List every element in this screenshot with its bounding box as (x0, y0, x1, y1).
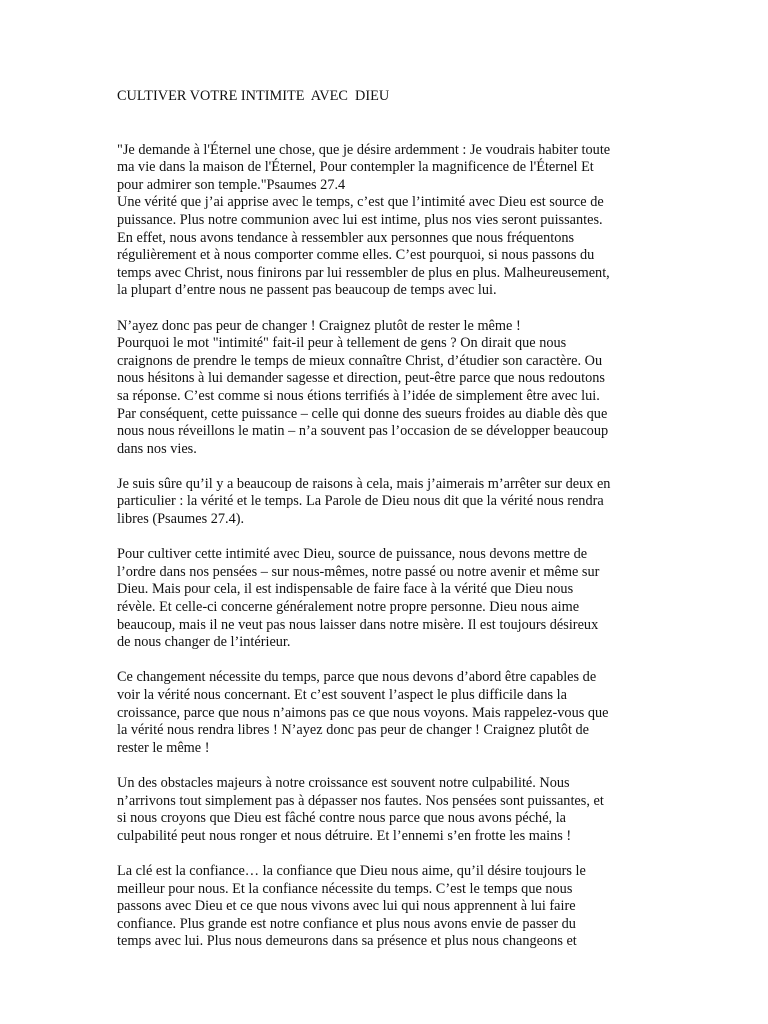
text-line: sa réponse. C’est comme si nous étions terrifiés à l’idée de simplement être avec lui. (117, 387, 600, 404)
text-line: Je suis sûre qu’il y a beaucoup de raisons à cela, mais j’aimerais m’arrêter sur deux en (117, 475, 611, 492)
text-line: Pour cultiver cette intimité avec Dieu, source de puissance, nous devons mettre de (117, 546, 588, 563)
text-line: de nous changer de l’intérieur. (117, 634, 291, 651)
text-line: croissance, parce que nous n’aimons pas ce que nous voyons. Mais rappelez-vous que (117, 704, 609, 721)
text-line: si nous croyons que Dieu est fâché contre nous parce que nous avons péché, la (117, 810, 567, 827)
paragraph-6 (117, 775, 655, 845)
text-line: Pourquoi le mot "intimité" fait-il peur à tellement de gens ? On dirait que nous (117, 335, 567, 352)
text-line: N’ayez donc pas peur de changer ! Craignez plutôt de rester le même ! (117, 317, 521, 334)
text-line: particulier : la vérité et le temps. La Parole de Dieu nous dit que la vérité nous rendra (117, 493, 604, 510)
text-line: pour admirer son temple."Psaumes 27.4 (117, 176, 346, 193)
paragraph-1 (117, 142, 655, 300)
text-line: dans nos vies. (117, 440, 197, 457)
paragraph-5 (117, 669, 655, 757)
text-line: craignons de prendre le temps de mieux connaître Christ, d’étudier son caractère. Ou (117, 352, 603, 369)
text-line: Une vérité que j’ai apprise avec le temps, c’est que l’intimité avec Dieu est source de (117, 194, 604, 211)
text-line: régulièrement et à nous comporter comme elles. C’est pourquoi, si nous passons du (117, 247, 595, 264)
text-line: ma vie dans la maison de l'Éternel, Pour contempler la magnificence de l'Éternel Et (117, 159, 594, 176)
text-line: la plupart d’entre nous ne passent pas beaucoup de temps avec lui. (117, 282, 497, 299)
text-line: puissance. Plus notre communion avec lui est intime, plus nos vies seront puissantes. (117, 211, 603, 228)
text-line: Dieu. Mais pour cela, il est indispensable de faire face à la vérité que Dieu nous (117, 581, 574, 598)
paragraph-7 (117, 863, 655, 951)
text-line: beaucoup, mais il ne veut pas nous laisser dans notre misère. Il est toujours désireux (117, 616, 599, 633)
text-line: révèle. Et celle-ci concerne généralement notre propre personne. Dieu nous aime (117, 599, 580, 616)
text-line: Ce changement nécessite du temps, parce que nous devons d’abord être capables de (117, 669, 597, 686)
text-line: rester le même ! (117, 739, 210, 756)
text-line: Par conséquent, cette puissance – celle qui donne des sueurs froides au diable dès que (117, 405, 608, 422)
text-line: temps avec lui. Plus nous demeurons dans sa présence et plus nous changeons et (117, 933, 577, 950)
text-line: nous hésitons à lui demander sagesse et direction, peut-être parce que nous redoutons (117, 370, 605, 387)
text-line: la vérité nous rendra libres ! N’ayez donc pas peur de changer ! Craignez plutôt de (117, 722, 589, 739)
text-line: "Je demande à l'Éternel une chose, que je désire ardemment : Je voudrais habiter toute (117, 141, 611, 158)
document-title: CULTIVER VOTRE INTIMITE AVEC DIEU (117, 88, 390, 104)
text-line: passons avec Dieu et ce que nous vivons avec lui qui nous apprennent à lui faire (117, 898, 576, 915)
text-line: La clé est la confiance… la confiance que Dieu nous aime, qu’il désire toujours le (117, 862, 586, 879)
text-line: confiance. Plus grande est notre confiance et plus nous avons envie de passer du (117, 915, 576, 932)
paragraph-3 (117, 476, 655, 529)
text-line: temps avec Christ, nous finirons par lui ressembler de plus en plus. Malheureusement, (117, 264, 610, 281)
text-line: culpabilité peut nous ronger et nous détruire. Et l’ennemi s’en frotte les mains ! (117, 827, 572, 844)
paragraph-4 (117, 546, 655, 652)
text-line: n’arrivons tout simplement pas à dépasser nos fautes. Nos pensées sont puissantes, et (117, 792, 604, 809)
document-body (117, 88, 655, 951)
text-line: En effet, nous avons tendance à ressembler aux personnes que nous fréquentons (117, 229, 575, 246)
text-line: l’ordre dans nos pensées – sur nous-mêmes, notre passé ou notre avenir et même sur (117, 563, 600, 580)
text-line: meilleur pour nous. Et la confiance nécessite du temps. C’est le temps que nous (117, 880, 573, 897)
text-line: nous nous réveillons le matin – n’a souvent pas l’occasion de se développer beaucoup (117, 423, 609, 440)
text-line: Un des obstacles majeurs à notre croissance est souvent notre culpabilité. Nous (117, 774, 570, 791)
paragraph-2 (117, 318, 655, 459)
text-line: voir la vérité nous concernant. Et c’est souvent l’aspect le plus difficile dans la (117, 687, 567, 703)
text-line: libres (Psaumes 27.4). (117, 511, 245, 528)
